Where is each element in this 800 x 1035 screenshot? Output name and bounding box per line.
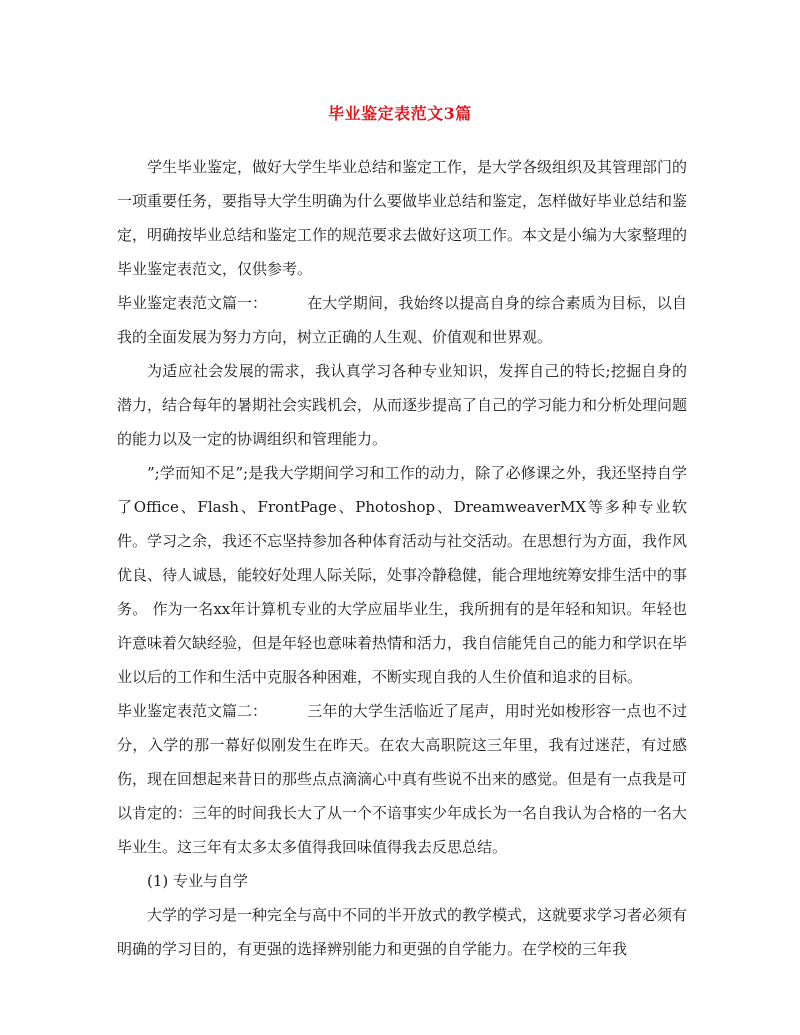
part2-lead-text: 三年的大学生活临近了尾声，用时光如梭形容一点也不过分，入学的那一幕好似刚发生在昨天。在农大高职院这三年里，我有过迷茫，有过感伤，现在回想起来昔日的那些点点滴滴心中真有些说不出来的感觉。但是有一点我是可以肯定的：三年的时间我长大了从一个不谙事实少年成长为一名自我认为合格的一名大毕业生。这三年有太多太多值得我回味值得我去反思总结。 (117, 702, 688, 856)
part2-paragraph-2: 大学的学习是一种完全与高中不同的半开放式的教学模式，这就要求学习者必须有明确的学习目的，有更强的选择辨别能力和更强的自学能力。在学校的三年我 (117, 906, 688, 958)
subheading-major-and-self-study: (1) 专业与自学 (147, 872, 249, 890)
part1-lead-paragraph (117, 286, 687, 354)
part2-lead-paragraph (117, 694, 687, 864)
part1-lead-text: 在大学期间，我始终以提高自身的综合素质为目标，以自我的全面发展为努力方向，树立正确的人生观、价值观和世界观。 (117, 294, 687, 346)
document-body (117, 150, 687, 966)
part1-paragraph-2: 为适应社会发展的需求，我认真学习各种专业知识，发挥自己的特长;挖掘自身的潜力，结合每年的暑期社会实践机会，从而逐步提高了自己的学习能力和分析处理问题的能力以及一定的协调组织和管理能力。 (117, 362, 688, 448)
document-title: 毕业鉴定表范文3篇 (328, 104, 472, 123)
intro-paragraph: 学生毕业鉴定，做好大学生毕业总结和鉴定工作，是大学各级组织及其管理部门的一项重要任务，要指导大学生明确为什么要做毕业总结和鉴定，怎样做好毕业总结和鉴定，明确按毕业总结和鉴定工作的规范要求去做好这项工作。本文是小编为大家整理的毕业鉴定表范文，仅供参考。 (117, 158, 688, 278)
section-label-part1: 毕业鉴定表范文篇一： (117, 294, 268, 312)
section-label-part2: 毕业鉴定表范文篇二： (117, 702, 268, 720)
part1-paragraph-3: ”;学而知不足”;是我大学期间学习和工作的动力，除了必修课之外，我还坚持自学了Office、Flash、FrontPage、Photoshop、DreamweaverMX等多种专业软件。学习之余，我还不忘坚持参加各种体育活动与社交活动。在思想行为方面，我作风优良、待人诚恳，能较好处理人际关际，处事冷静稳健，能合理地统筹安排生活中的事务。 作为一名xx年计算机专业的大学应届毕业生，我所拥有的是年轻和知识。年轻也许意味着欠缺经验，但是年轻也意味着热情和活力，我自信能凭自己的能力和学识在毕业以后的工作和生活中克服各种困难，不断实现自我的人生价值和追求的目标。 (117, 464, 688, 686)
